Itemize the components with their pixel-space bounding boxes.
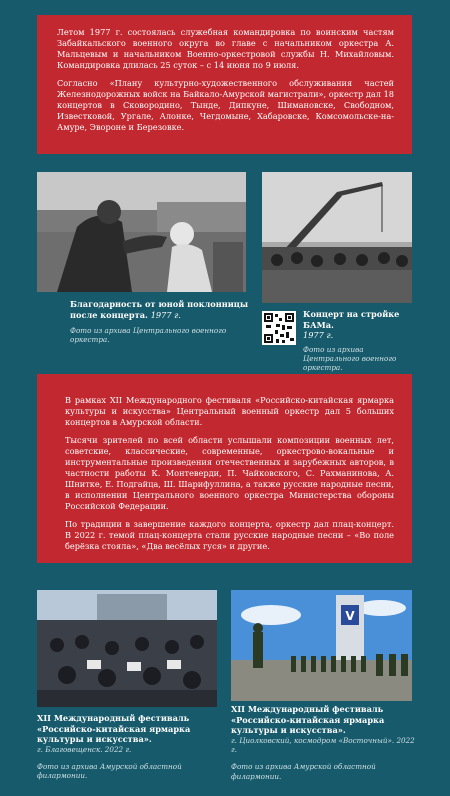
caption-photo-1 (70, 299, 255, 345)
caption-photo-3 (37, 713, 227, 781)
caption-title: XII Международный фестиваль «Российско-китайская ярмарка культуры и искусства». (37, 713, 191, 744)
caption-photo-4 (231, 704, 416, 781)
caption-source: Фото из архива Амурской областной филармонии. (37, 761, 182, 781)
photo-bam-concert (262, 172, 412, 303)
caption-place: г. Благовещенск. 2022 г. (37, 744, 132, 754)
qr-code[interactable] (262, 311, 296, 345)
caption-place: г. Циолковский, космодром «Восточный». 2022 г. (231, 735, 415, 754)
caption-photo-2 (303, 309, 415, 373)
paragraph: По традиции в завершение каждого концерта, оркестр дал плац-концерт. В 2022 г. темой плац-концерта стали русские народные песни – «Во поле берёзка стояла», «Два весёлых гуся» и другие. (65, 518, 394, 551)
caption-source: Фото из архива Центрального военного оркестра. (70, 326, 227, 345)
text-panel-1977 (37, 15, 412, 154)
paragraph: Тысячи зрителей по всей области услышали композиции военных лет, советские, классические, современные, оркестрово-вокальные и инструментальные произведения отечественных и зарубежных авторов, в частности работы К. Монтеверди, П. Чайковского, С. Рахманинова, А. Шнитке, Е. Подгайца, Ш. Шарифуллина, а также русские народные песни, в исполнении Центрального военного оркестра Министерства обороны Российской Федерации. (65, 434, 394, 511)
caption-source: Фото из архива Центрального военного оркестра. (303, 344, 397, 373)
paragraph: В рамках XII Международного фестиваля «Российско-китайская ярмарка культуры и искусства» Центральный военный оркестр дал 5 больших концертов в Амурской области. (65, 395, 394, 427)
caption-title: Концерт на стройке БАМа. 1977 г. (303, 309, 400, 340)
svg-text:V: V (345, 609, 355, 623)
photo-orchestra-blagoveshchensk (37, 590, 217, 707)
caption-title: XII Международный фестиваль «Российско-китайская ярмарка культуры и искусства». (231, 704, 385, 735)
photo-young-fan (37, 172, 246, 292)
text-panel-2022 (37, 374, 412, 563)
photo-cosmodrome-vostochny (231, 590, 412, 701)
paragraph: Летом 1977 г. состоялась служебная командировка по воинским частям Забайкальского военного округа во главе с начальником оркестра А. Мальцевым и начальником Военно-оркестровой службы Н. Михайловым. Командировка длилась 25 суток – с 14 июня по 9 июля. (57, 27, 394, 70)
paragraph: Согласно «Плану культурно-художественного обслуживания частей Железнодорожных войск на Байкало-Амурской магистрали», оркестр дал 18 концертов в Сковородино, Тынде, Дипкуне, Шимановске, Свободном, Известковой, Ургале, Алонке, Чегдомыне, Хабаровске, Комсомольске-на-Амуре, Эвороне и Березовке. (57, 77, 394, 132)
caption-title: Благодарность от юной поклонницы после концерта. 1977 г. (70, 299, 249, 320)
caption-source: Фото из архива Амурской областной филармонии. (231, 762, 376, 781)
